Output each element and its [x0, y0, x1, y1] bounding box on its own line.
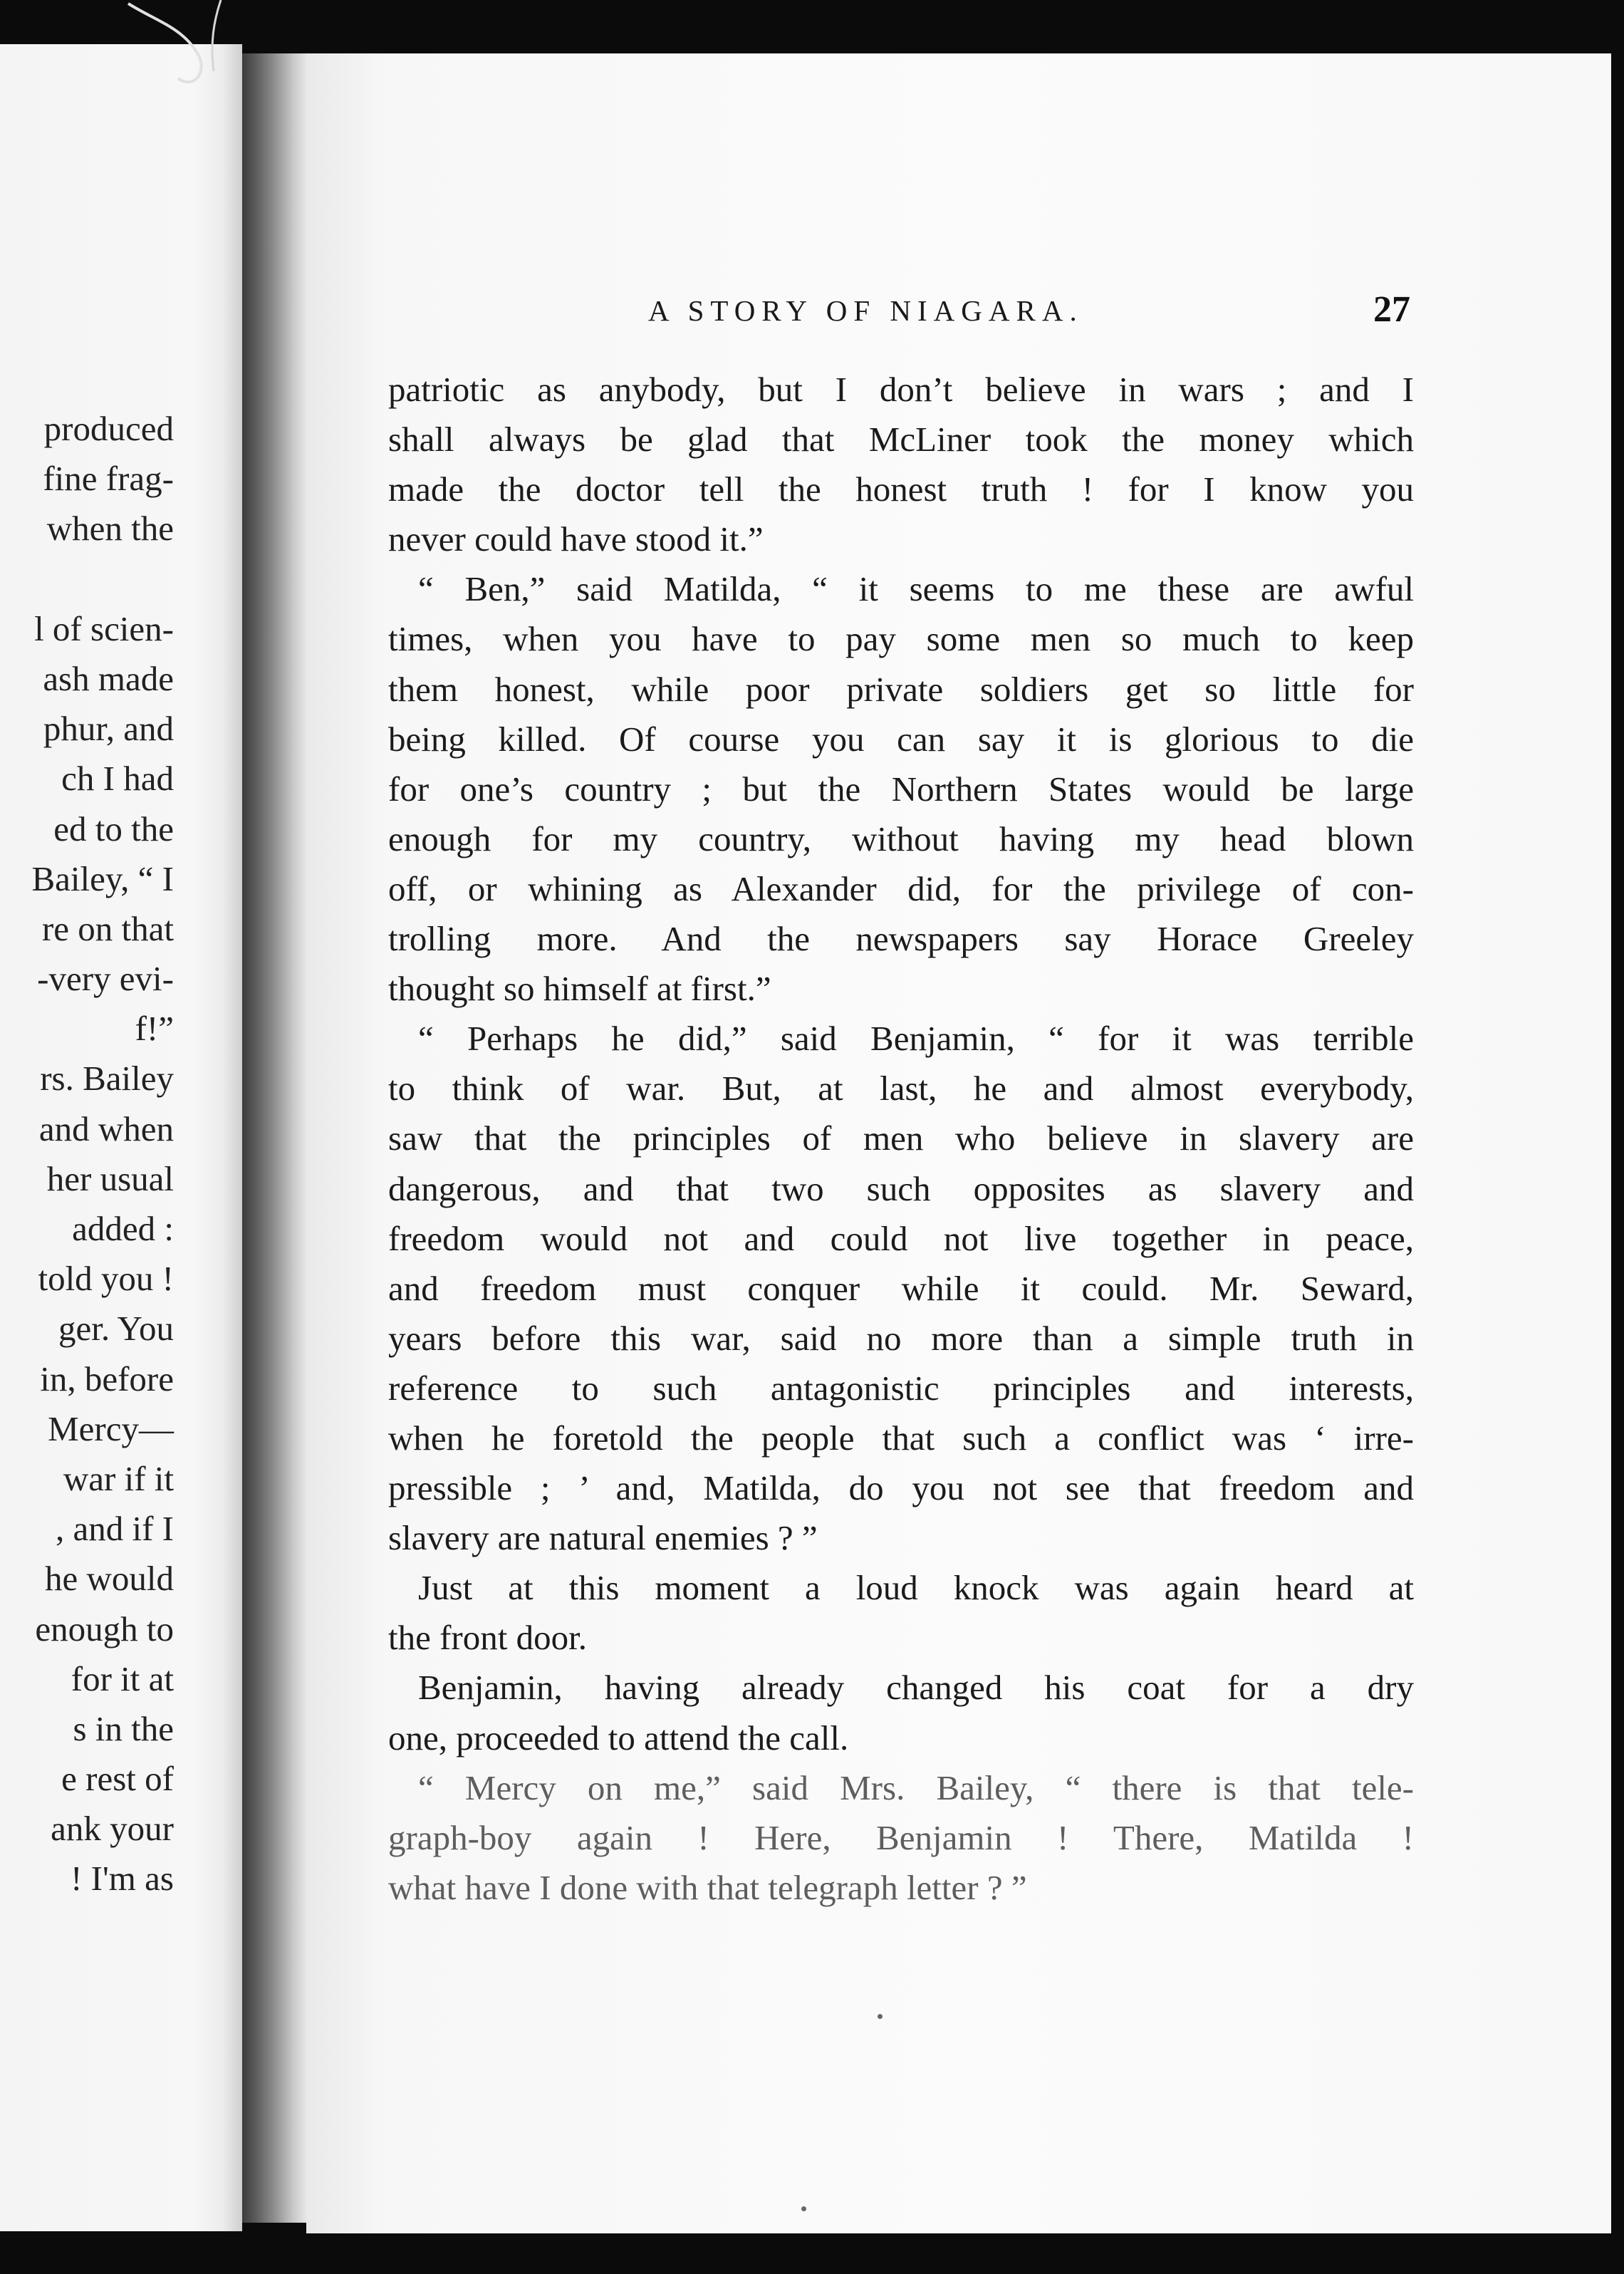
left-page-line: ash made [43, 658, 174, 698]
left-page-line: produced [43, 409, 174, 448]
text-line: enough for my country, without having my head blown [388, 819, 1414, 858]
text-line: “ Mercy on me,” said Mrs. Bailey, “ there is that tele- [418, 1767, 1414, 1807]
left-page-line: -very evi- [37, 959, 174, 999]
paper-curl-mark [114, 0, 249, 93]
text-line: “ Ben,” said Matilda, “ it seems to me these are awful [418, 569, 1414, 609]
text-line: shall always be glad that McLiner took the money which [388, 420, 1414, 460]
text-line: freedom would not and could not live together in peace, [388, 1218, 1414, 1258]
left-page-line [0, 554, 174, 604]
text-line: “ Perhaps he did,” said Benjamin, “ for it was terrible [418, 1019, 1414, 1059]
left-page-line: for it at [71, 1658, 174, 1698]
text-line: reference to such antagonistic principles and interests, [388, 1368, 1414, 1408]
left-facing-page [0, 44, 242, 2231]
text-line: patriotic as anybody, but I don’t believe in wars ; and I [388, 370, 1414, 409]
text-line: Benjamin, having already changed his coat for a dry [418, 1668, 1414, 1708]
text-line: being killed. Of course you can say it is glorious to die [388, 719, 1414, 759]
left-page-line: , and if I [56, 1509, 174, 1549]
page-body-text [388, 365, 1414, 1913]
text-line: made the doctor tell the honest truth ! for I know you [388, 469, 1414, 509]
text-line: when he foretold the people that such a conflict was ‘ irre- [388, 1418, 1414, 1458]
text-line: trolling more. And the newspapers say Horace Greeley [388, 919, 1414, 959]
left-page-line: Bailey, “ I [31, 858, 174, 898]
text-line: the front door. [388, 1618, 587, 1658]
text-line: what have I done with that telegraph letter ? ” [388, 1867, 1027, 1907]
left-page-line: when the [46, 509, 174, 549]
left-page-line: war if it [63, 1458, 174, 1498]
left-page-line: e rest of [61, 1759, 174, 1799]
left-page-line: in, before [40, 1359, 174, 1398]
book-gutter [242, 53, 306, 2223]
text-line: times, when you have to pay some men so much to keep [388, 619, 1414, 659]
text-line: off, or whining as Alexander did, for the privilege of con- [388, 868, 1414, 908]
left-page-line: fine frag- [43, 459, 174, 499]
left-page-line: f!” [135, 1009, 174, 1049]
running-head: A STORY OF NIAGARA. [648, 294, 1083, 327]
left-page-line: s in the [73, 1708, 174, 1748]
speck [801, 2206, 806, 2211]
left-page-line: l of scien- [34, 608, 174, 648]
left-page-line: ch I had [61, 759, 174, 799]
text-line: thought so himself at first.” [388, 969, 771, 1009]
text-line: them honest, while poor private soldiers get so little for [388, 669, 1414, 709]
speck [878, 2014, 883, 2019]
text-line: dangerous, and that two such opposites as slavery and [388, 1168, 1414, 1208]
left-page-text-fragments [0, 404, 174, 1904]
left-page-line: he would [45, 1559, 174, 1599]
text-line: pressible ; ’ and, Matilda, do you not see that freedom and [388, 1468, 1414, 1508]
text-line: to think of war. But, at last, he and almost everybody, [388, 1069, 1414, 1109]
left-page-line: enough to [35, 1609, 174, 1649]
left-page-line: told you ! [38, 1259, 174, 1299]
text-line: graph-boy again ! Here, Benjamin ! There, Matilda ! [388, 1817, 1414, 1857]
text-line: one, proceeded to attend the call. [388, 1718, 849, 1758]
left-page-line: her usual [46, 1158, 174, 1198]
text-line: never could have stood it.” [388, 519, 764, 559]
left-page-line: added : [72, 1209, 174, 1248]
left-page-line: ank your [51, 1809, 174, 1849]
text-line: saw that the principles of men who believe in slavery are [388, 1118, 1414, 1158]
text-line: years before this war, said no more than a simple truth in [388, 1318, 1414, 1358]
text-line: slavery are natural enemies ? ” [388, 1518, 818, 1558]
text-line: and freedom must conquer while it could. Mr. Seward, [388, 1268, 1414, 1308]
left-page-line: ger. You [58, 1309, 174, 1349]
left-page-line: ed to the [53, 809, 174, 848]
left-page-line: rs. Bailey [40, 1059, 174, 1099]
text-line: for one’s country ; but the Northern States would be large [388, 769, 1414, 809]
left-page-line: ! I'm as [71, 1859, 174, 1899]
page-number: 27 [1373, 289, 1410, 330]
left-page-line: re on that [41, 908, 174, 948]
left-page-line: Mercy— [48, 1408, 174, 1448]
left-page-line: phur, and [43, 709, 174, 749]
left-page-line: and when [38, 1109, 174, 1148]
text-line: Just at this moment a loud knock was again heard at [418, 1568, 1414, 1608]
